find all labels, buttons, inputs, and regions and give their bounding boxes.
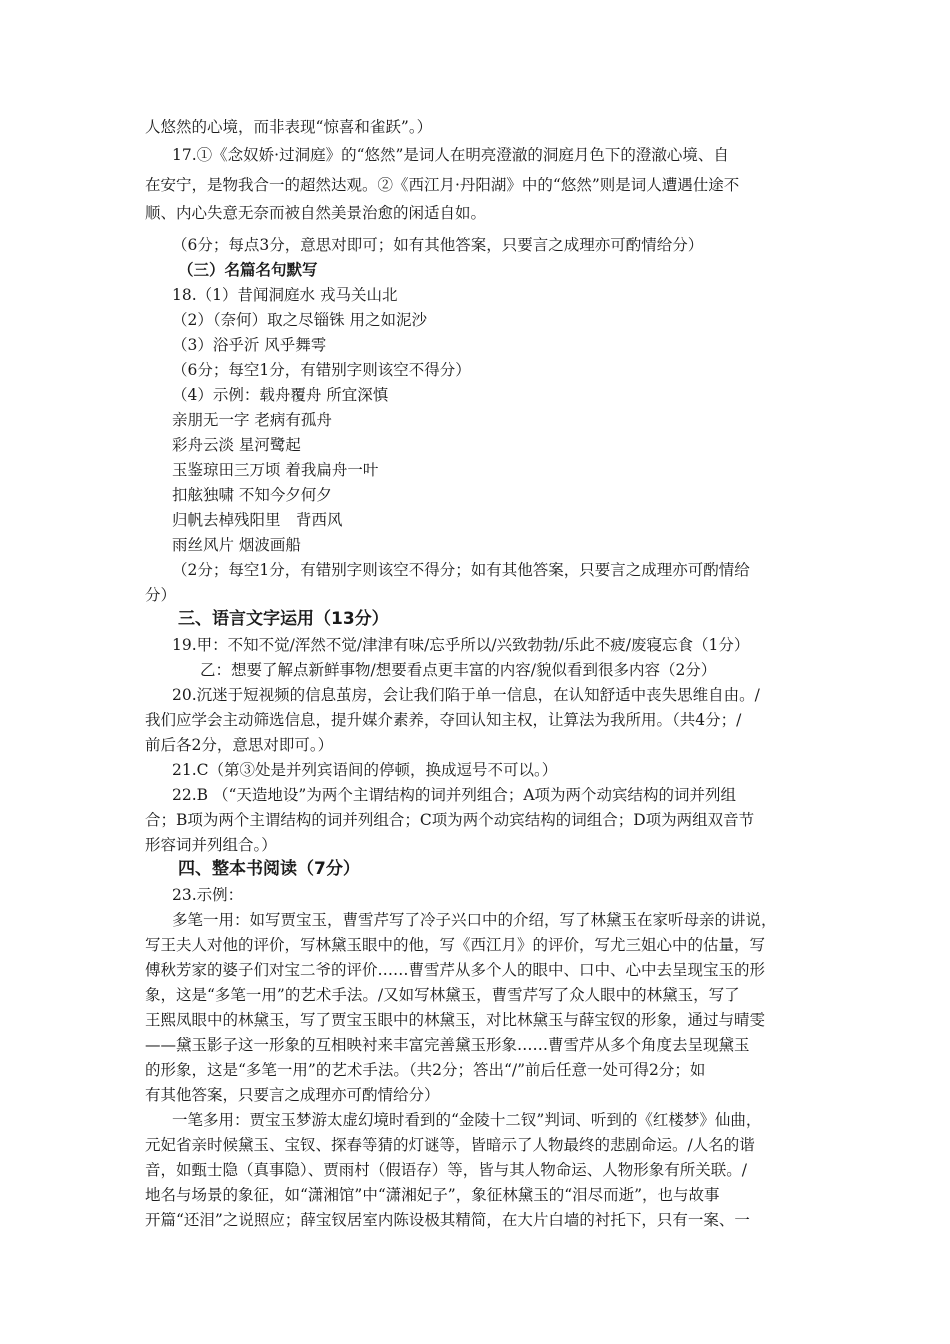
- text-line: 在安宁，是物我合一的超然达观。②《西江月·丹阳湖》中的“悠然”则是词人遭遇仕途不: [145, 176, 740, 194]
- text-line: 20.沉迷于短视频的信息茧房，会让我们陷于单一信息，在认知舒适中丧失思维自由。/: [172, 686, 760, 704]
- section-heading: 四、整本书阅读（7分）: [178, 859, 360, 879]
- section-heading: 三、语言文字运用（13分）: [178, 609, 389, 629]
- text-line: 傅秋芳家的婆子们对宝二爷的评价……曹雪芹从多个人的眼中、口中、心中去呈现宝玉的形: [145, 961, 766, 979]
- text-line: （2）（奈何）取之尽锱铢 用之如泥沙: [172, 311, 428, 329]
- text-line: 分）: [145, 586, 177, 604]
- text-line: ——黛玉影子这一形象的互相映衬来丰富完善黛玉形象……曹雪芹从多个角度去呈现黛玉: [145, 1036, 750, 1054]
- text-line: 23.示例：: [172, 886, 244, 904]
- text-line: 开篇“还泪”之说照应；薛宝钗居室内陈设极其精简，在大片白墙的衬托下，只有一案、一: [145, 1211, 750, 1229]
- text-line: 玉鉴琼田三万顷 着我扁舟一叶: [172, 461, 379, 479]
- text-line: 顺、内心失意无奈而被自然美景治愈的闲适自如。: [145, 204, 487, 222]
- text-line: 王熙凤眼中的林黛玉，写了贾宝玉眼中的林黛玉，对比林黛玉与薛宝钗的形象，通过与晴雯: [145, 1011, 766, 1029]
- text-line: 写王夫人对他的评价，写林黛玉眼中的他，写《西江月》的评价，写尤三姐心中的估量，写: [145, 936, 766, 954]
- text-line: 彩舟云淡 星河鹭起: [172, 436, 301, 454]
- section-heading: （三）名篇名句默写: [178, 261, 318, 279]
- text-line: 归帆去棹残阳里 背西风: [172, 511, 343, 529]
- text-line: 合；B项为两个主谓结构的词并列组合；C项为两个动宾结构的词组合；D项为两组双音节: [145, 811, 755, 829]
- text-line: 地名与场景的象征，如“潇湘馆”中“潇湘妃子”，象征林黛玉的“泪尽而逝”，也与故事: [145, 1186, 720, 1204]
- text-line: （2分；每空1分，有错别字则该空不得分；如有其他答案，只要言之成理亦可酌情给: [172, 561, 750, 579]
- text-line: 扣舷独啸 不知今夕何夕: [172, 486, 332, 504]
- text-line: 我们应学会主动筛选信息，提升媒介素养，夺回认知主权，让算法为我所用。（共4分；/: [145, 711, 742, 729]
- text-line: 亲朋无一字 老病有孤舟: [172, 411, 332, 429]
- text-line: 音，如甄士隐（真事隐）、贾雨村（假语存）等，皆与其人物命运、人物形象有所关联。/: [145, 1161, 747, 1179]
- text-line: 有其他答案，只要言之成理亦可酌情给分）: [145, 1086, 440, 1104]
- text-line: 乙：想要了解点新鲜事物/想要看点更丰富的内容/貌似看到很多内容（2分）: [200, 661, 717, 679]
- text-line: 一笔多用：贾宝玉梦游太虚幻境时看到的“金陵十二钗”判词、听到的《红楼梦》仙曲，: [172, 1111, 762, 1129]
- text-line: 多笔一用：如写贾宝玉，曹雪芹写了冷子兴口中的介绍，写了林黛玉在家听母亲的讲说，: [172, 911, 777, 929]
- text-line: 雨丝风片 烟波画船: [172, 536, 301, 554]
- text-line: 形容词并列组合。）: [145, 836, 277, 854]
- text-line: 前后各2分，意思对即可。）: [145, 736, 334, 754]
- text-line: 象，这是“多笔一用”的艺术手法。/又如写林黛玉，曹雪芹写了众人眼中的林黛玉，写了: [145, 986, 740, 1004]
- text-line: 18.（1）昔闻洞庭水 戎马关山北: [172, 286, 398, 304]
- text-line: 22.B （“天造地设”为两个主谓结构的词并列组合；A项为两个动宾结构的词并列组: [172, 786, 737, 804]
- text-line: 17.①《念奴娇·过洞庭》的“悠然”是词人在明亮澄澈的洞庭月色下的澄澈心境、自: [172, 146, 729, 164]
- text-line: 19.甲：不知不觉/浑然不觉/津津有味/忘乎所以/兴致勃勃/乐此不疲/废寝忘食（1分）: [172, 636, 750, 654]
- text-line: （6分；每空1分，有错别字则该空不得分）: [172, 361, 471, 379]
- text-line: 21.C（第③处是并列宾语间的停顿，换成逗号不可以。）: [172, 761, 558, 779]
- text-line: （3）浴乎沂 风乎舞雩: [172, 336, 327, 354]
- text-line: （4）示例：载舟覆舟 所宜深慎: [172, 386, 389, 404]
- text-line: 人悠然的心境，而非表现“惊喜和雀跃”。）: [145, 118, 433, 136]
- text-line: 的形象，这是“多笔一用”的艺术手法。（共2分；答出“/”前后任意一处可得2分；如: [145, 1061, 706, 1079]
- text-line: （6分；每点3分，意思对即可；如有其他答案，只要言之成理亦可酌情给分）: [172, 236, 704, 254]
- text-line: 元妃省亲时候黛玉、宝钗、探春等猜的灯谜等，皆暗示了人物最终的悲剧命运。/人名的谐: [145, 1136, 755, 1154]
